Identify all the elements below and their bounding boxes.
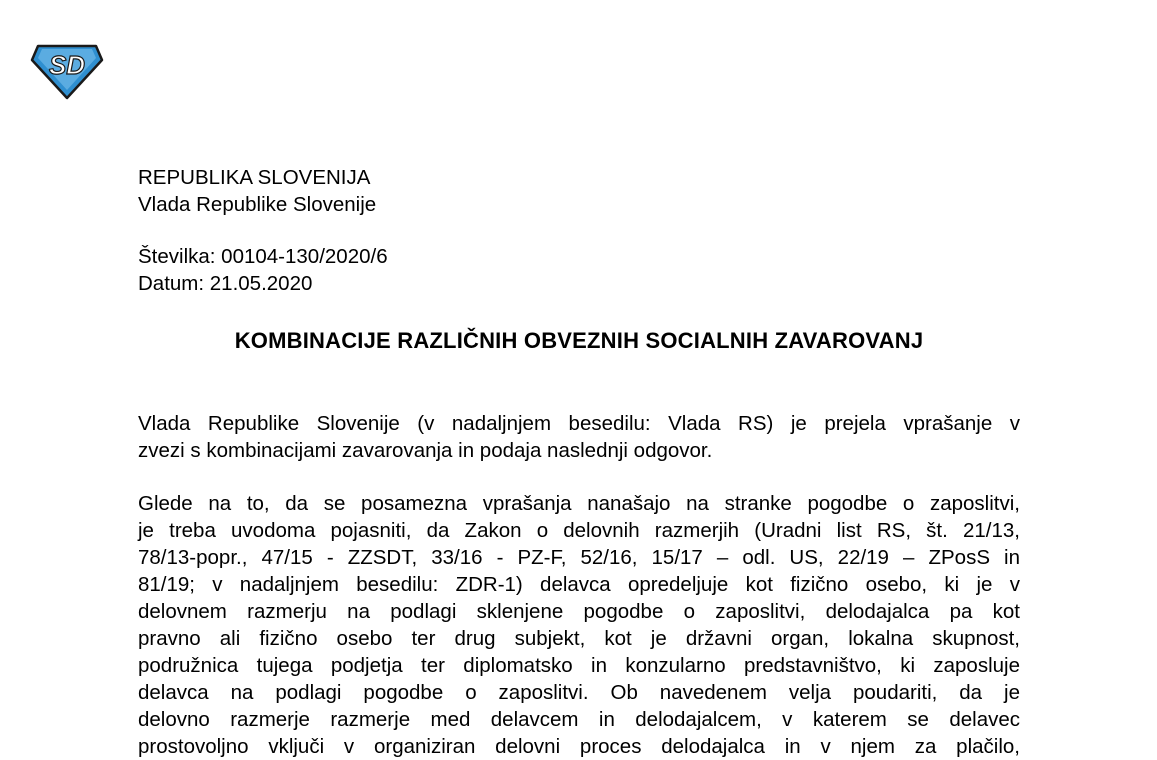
paragraph-line: delovnem razmerju na podlagi sklenjene pogodbe o zaposlitvi, delodajalca pa kot [138,600,1020,623]
logo-letters: SD [48,50,86,80]
government-name: Vlada Republike Slovenije [138,193,377,216]
paragraph-line: pravno ali fizično osebo ter drug subjekt, kot je državni organ, lokalna skupnost, [138,627,1020,650]
paragraph-line: delavca na podlagi pogodbe o zaposlitvi. Ob navedenem velja poudariti, da je [138,681,1020,704]
paragraph-line: prostovoljno vključi v organiziran delovni proces delodajalca in v njem za plačilo, [138,735,1020,758]
paragraph-line: je treba uvodoma pojasniti, da Zakon o delovnih razmerjih (Uradni list RS, št. 21/13, [138,519,1020,542]
republic-name: REPUBLIKA SLOVENIJA [138,166,371,189]
paragraph-line: zvezi s kombinacijami zavarovanja in podaja naslednji odgovor. [138,439,713,462]
paragraph-line: 78/13-popr., 47/15 - ZZSDT, 33/16 - PZ-F, 52/16, 15/17 – odl. US, 22/19 – ZPosS in [138,546,1020,569]
paragraph-body [138,490,1020,760]
paragraph-line: delovno razmerje razmerje med delavcem in delodajalcem, v katerem se delavec [138,708,1020,731]
document-title: KOMBINACIJE RAZLIČNIH OBVEZNIH SOCIALNIH ZAVAROVANJ [234,328,924,353]
document-date: Datum: 21.05.2020 [138,272,313,295]
organization-logo [30,40,104,100]
paragraph-line: podružnica tujega podjetja ter diplomatsko in konzularno predstavništvo, ki zaposluje [138,654,1020,677]
paragraph-line: Vlada Republike Slovenije (v nadaljnjem besedilu: Vlada RS) je prejela vprašanje v [138,412,1020,435]
paragraph-intro [138,410,1020,464]
paragraph-line: Glede na to, da se posamezna vprašanja nanašajo na stranke pogodbe o zaposlitvi, [138,492,1020,515]
document-number: Številka: 00104-130/2020/6 [138,245,388,268]
paragraph-line: 81/19; v nadaljnjem besedilu: ZDR-1) delavca opredeljuje kot fizično osebo, ki je v [138,573,1020,596]
